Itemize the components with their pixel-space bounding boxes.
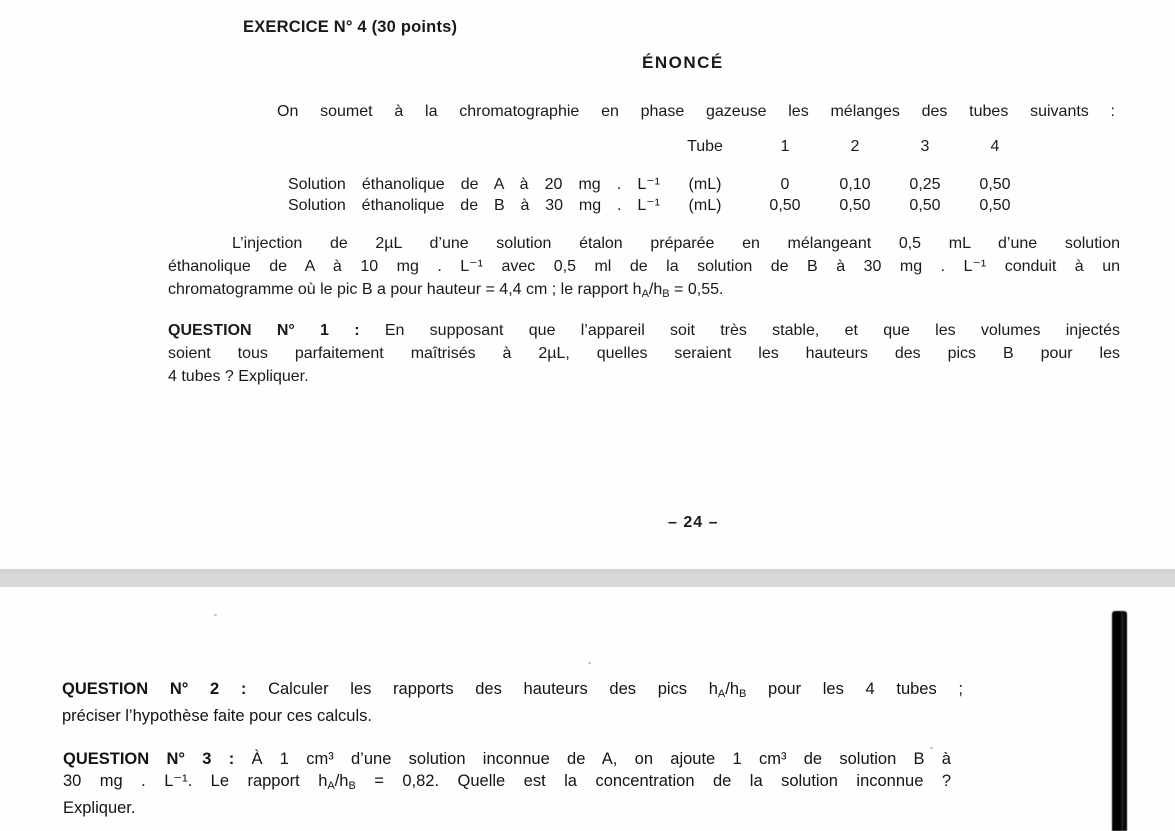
text-segment: éthanolique de A à 10 mg . L⁻¹ avec 0,5 ml de la solution de B à 30 mg . L⁻¹ conduit à un <box>168 258 1120 275</box>
text-segment: QUESTION N° 2 : <box>62 680 269 698</box>
row-value: 0,10 <box>839 176 871 193</box>
text-segment: En supposant que l’appareil soit très stable, et que les volumes injectés <box>384 322 1120 339</box>
text-segment: /h <box>725 680 740 698</box>
scan-speck <box>930 747 933 749</box>
text-segment: L’injection de 2µL d’une solution étalon préparée en mélangeant 0,5 mL d’une solution <box>232 235 1120 252</box>
exercise-title: EXERCICE N° 4 (30 points) <box>243 18 458 36</box>
text-line <box>168 255 1120 278</box>
text-segment: préciser l’hypothèse faite pour ces calculs. <box>62 707 372 725</box>
text-segment: À 1 cm³ d’une solution inconnue de A, on ajoute 1 cm³ de solution B à <box>251 750 951 768</box>
text-segment: 30 mg . L⁻¹. Le rapport h <box>63 772 328 790</box>
row-value: 0,50 <box>909 197 941 214</box>
question-3 <box>63 748 951 819</box>
binding-bar <box>1112 611 1127 831</box>
text-line <box>63 748 951 770</box>
table-header-col: 1 <box>780 138 790 155</box>
text-line <box>63 770 951 797</box>
text-line <box>168 232 1120 255</box>
row-value: 0 <box>780 176 790 193</box>
row-value: 0,25 <box>909 176 941 193</box>
text-line <box>168 365 1120 388</box>
text-line <box>62 705 963 727</box>
scan-speck <box>214 614 217 616</box>
intro-paragraph <box>277 100 1115 123</box>
text-line <box>277 100 1115 123</box>
etalon-paragraph <box>168 232 1120 306</box>
table-header-tube: Tube <box>687 138 723 155</box>
text-segment: pour les 4 tubes ; <box>746 680 963 698</box>
text-segment: Calculer les rapports des hauteurs des pics h <box>268 680 718 698</box>
page-separator-band <box>0 569 1175 587</box>
table-header-row <box>288 136 1030 157</box>
mixtures-table <box>288 136 1030 216</box>
enonce-heading: ÉNONCÉ <box>642 53 724 72</box>
text-line <box>62 678 963 705</box>
text-segment: /h <box>648 281 663 298</box>
table-row-solution-a <box>288 174 1030 195</box>
row-label: Solution éthanolique de A à 20 mg . L⁻¹ <box>288 176 660 193</box>
text-segment: soient tous parfaitement maîtrisés à 2µL, quelles seraient les hauteurs des pics B pour les <box>168 345 1120 362</box>
text-line <box>168 342 1120 365</box>
text-segment: B <box>662 288 670 300</box>
text-line <box>168 319 1120 342</box>
row-value: 0,50 <box>769 197 801 214</box>
row-value: 0,50 <box>839 197 871 214</box>
text-segment: A <box>327 780 335 792</box>
text-line <box>63 797 951 819</box>
table-header-col: 3 <box>920 138 930 155</box>
table-header-col: 2 <box>850 138 860 155</box>
text-segment: A <box>641 288 649 300</box>
text-segment: B <box>739 688 747 700</box>
question-1 <box>168 319 1120 388</box>
row-value: 0,50 <box>979 176 1011 193</box>
text-segment: A <box>717 688 726 700</box>
text-segment: /h <box>334 772 349 790</box>
text-segment: chromatogramme où le pic B a pour hauteur = 4,4 cm ; le rapport h <box>168 281 642 298</box>
row-unit: (mL) <box>688 197 722 214</box>
text-segment: B <box>348 780 356 792</box>
text-segment: = 0,55. <box>669 281 724 298</box>
text-segment: = 0,82. Quelle est la concentration de la solution inconnue ? <box>355 772 952 790</box>
text-segment: QUESTION N° 1 : <box>168 322 385 339</box>
question-2 <box>62 678 963 727</box>
text-segment: Expliquer. <box>63 799 136 817</box>
scan-speck <box>588 662 591 664</box>
table-corner-cell <box>288 136 660 157</box>
table-row-solution-b <box>288 195 1030 216</box>
row-label: Solution éthanolique de B à 30 mg . L⁻¹ <box>288 197 660 214</box>
text-segment: On soumet à la chromatographie en phase gazeuse les mélanges des tubes suivants : <box>277 103 1115 120</box>
text-segment: 4 tubes ? Expliquer. <box>168 368 309 385</box>
text-segment: QUESTION N° 3 : <box>63 750 252 768</box>
page-number: – 24 – <box>668 514 719 531</box>
row-value: 0,50 <box>979 197 1011 214</box>
row-unit: (mL) <box>688 176 722 193</box>
table-header-col: 4 <box>990 138 1000 155</box>
text-line <box>168 278 1120 306</box>
